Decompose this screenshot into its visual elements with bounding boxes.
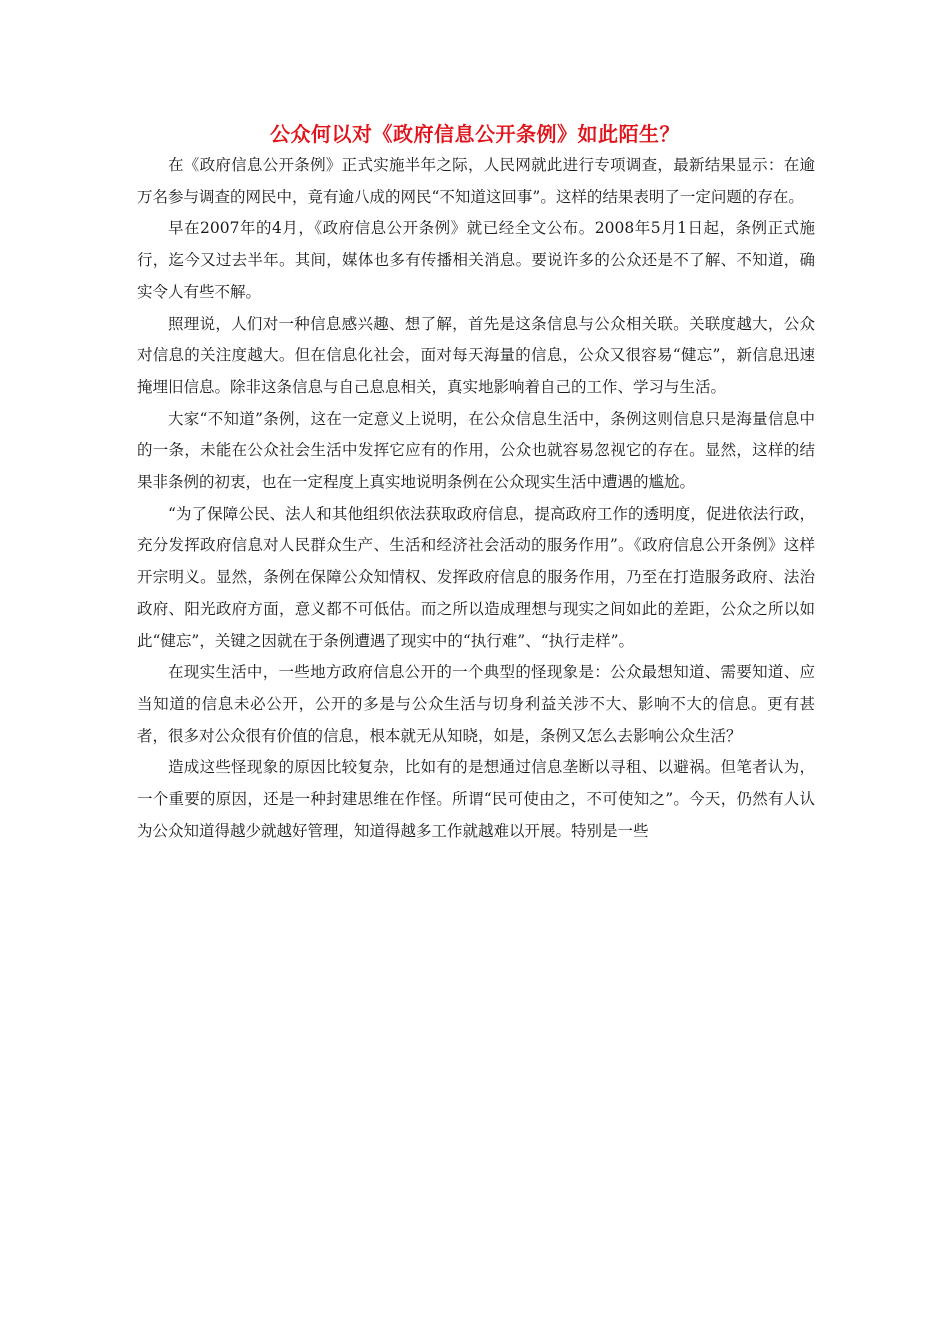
paragraph-1: 在《政府信息公开条例》正式实施半年之际，人民网就此进行专项调查，最新结果显示：在逾万名参与调查的网民中，竟有逾八成的网民“不知道这回事”。这样的结果表明了一定问题的存在。 xyxy=(137,156,815,206)
paragraph-6: 在现实生活中，一些地方政府信息公开的一个典型的怪现象是：公众最想知道、需要知道、应当知道的信息未必公开，公开的多是与公众生活与切身利益关涉不大、影响不大的信息。更有甚者，很多对公众很有价值的信息，根本就无从知晓，如是，条例又怎么去影响公众生活？ xyxy=(137,663,815,745)
paragraph-5: “为了保障公民、法人和其他组织依法获取政府信息，提高政府工作的透明度，促进依法行政，充分发挥政府信息对人民群众生产、生活和经济社会活动的服务作用”。《政府信息公开条例》这样开宗明义。显然，条例在保障公众知情权、发挥政府信息的服务作用，乃至在打造服务政府、法治政府、阳光政府方面，意义都不可低估。而之所以造成理想与现实之间如此的差距，公众之所以如此“健忘”，关键之因就在于条例遭遇了现实中的“执行难”、“执行走样”。 xyxy=(137,504,815,650)
paragraph-2: 早在2007年的4月，《政府信息公开条例》就已经全文公布。2008年5月1日起，条例正式施行，迄今又过去半年。其间，媒体也多有传播相关消息。要说许多的公众还是不了解、不知道，确实令人有些不解。 xyxy=(137,219,815,301)
document-title: 公众何以对《政府信息公开条例》如此陌生？ xyxy=(270,122,680,146)
paragraph-7: 造成这些怪现象的原因比较复杂，比如有的是想通过信息垄断以寻租、以避祸。但笔者认为，一个重要的原因，还是一种封建思维在作怪。所谓“民可使由之，不可使知之”。今天，仍然有人认为公众知道得越少就越好管理，知道得越多工作就越难以开展。特别是一些 xyxy=(137,758,815,840)
paragraph-3: 照理说，人们对一种信息感兴趣、想了解，首先是这条信息与公众相关联。关联度越大，公众对信息的关注度越大。但在信息化社会，面对每天海量的信息，公众又很容易“健忘”，新信息迅速掩埋旧信息。除非这条信息与自己息息相关，真实地影响着自己的工作、学习与生活。 xyxy=(137,314,815,396)
paragraph-4: 大家“不知道”条例，这在一定意义上说明，在公众信息生活中，条例这则信息只是海量信息中的一条，未能在公众社会生活中发挥它应有的作用，公众也就容易忽视它的存在。显然，这样的结果非条例的初衷，也在一定程度上真实地说明条例在公众现实生活中遭遇的尴尬。 xyxy=(137,409,815,492)
document-body xyxy=(137,150,815,847)
